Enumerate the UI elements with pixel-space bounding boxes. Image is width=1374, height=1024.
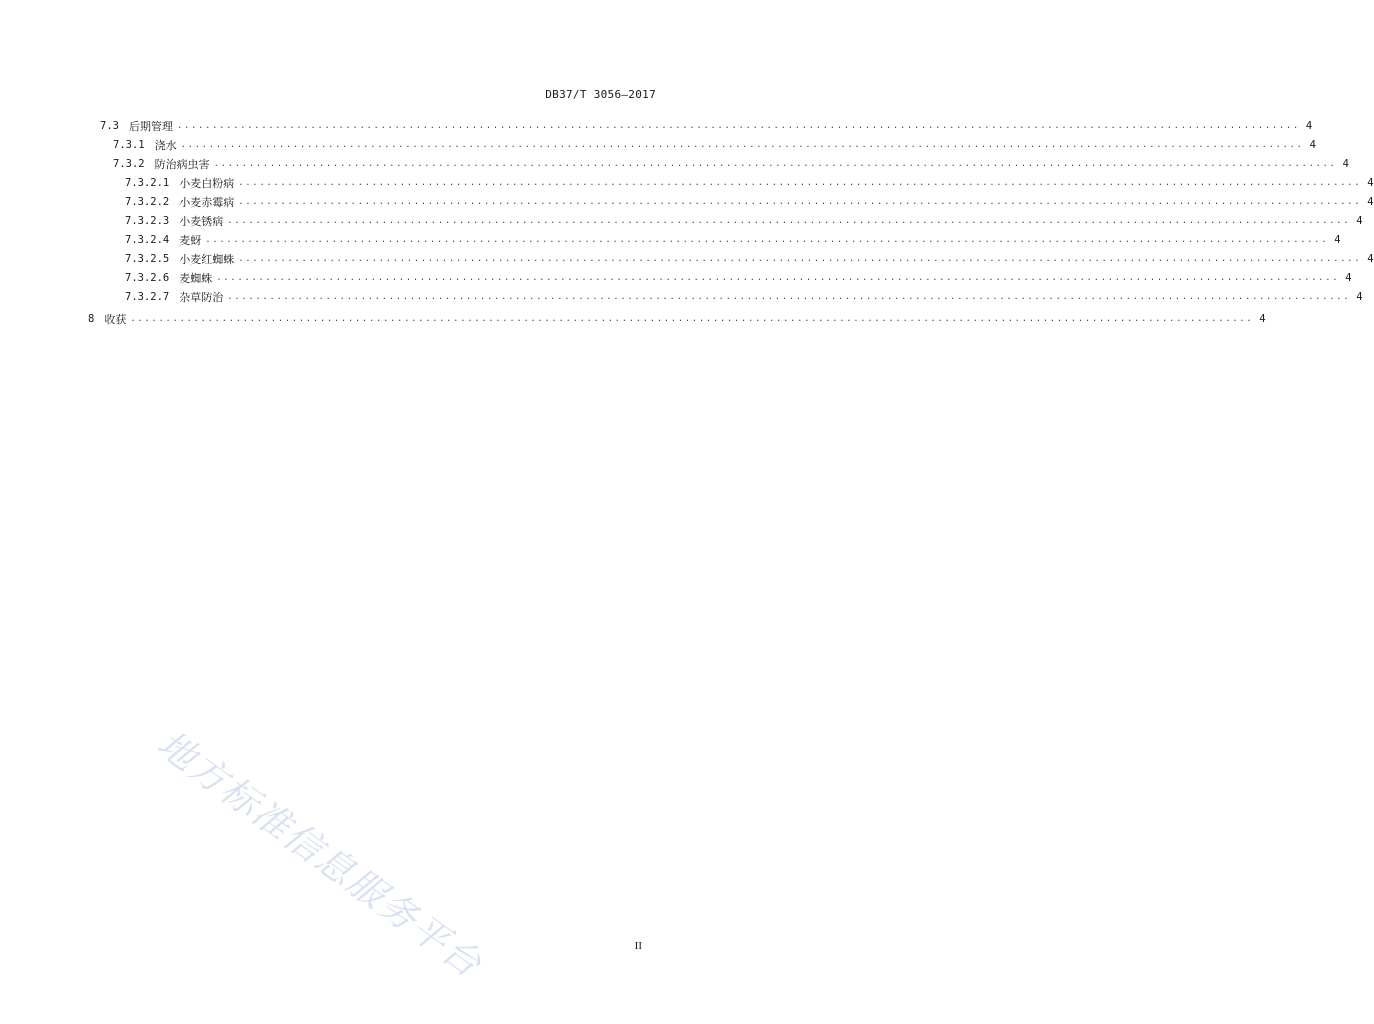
toc-entry-page: 4	[1367, 253, 1374, 265]
toc-entry-title: 麦蚜	[179, 234, 202, 247]
toc-entry-number: 7.3.2.3	[125, 215, 170, 227]
toc-leader-dots: ................................................................................................................................................................	[205, 235, 1329, 245]
toc-entry[interactable]	[125, 288, 1363, 307]
toc-entry-number: 7.3.2.7	[125, 291, 170, 303]
toc-entry-page: 4	[1356, 215, 1363, 227]
toc-entry-title: 浇水	[154, 139, 177, 152]
toc-entry[interactable]	[113, 136, 1316, 155]
toc-entry[interactable]	[125, 193, 1374, 212]
toc-entry-number: 7.3.2	[113, 158, 145, 170]
toc-entry-title: 收获	[104, 313, 127, 326]
toc-entry-page: 4	[1309, 139, 1316, 151]
toc-entry-page: 4	[1259, 313, 1266, 325]
toc-entry[interactable]	[125, 231, 1341, 250]
toc-leader-dots: ................................................................................................................................................................	[176, 121, 1300, 131]
toc-entry-page: 4	[1305, 120, 1313, 132]
toc-entry[interactable]	[125, 174, 1374, 193]
toc-entry-title: 杂草防治	[179, 291, 224, 304]
toc-entry-page: 4	[1367, 177, 1374, 189]
toc-entry-number: 7.3	[100, 120, 119, 132]
toc-entry-page: 4	[1356, 291, 1363, 303]
toc-entry-title: 麦蜘蛛	[179, 272, 213, 285]
toc-entry-number: 7.3.2.2	[125, 196, 170, 208]
toc-entry-number: 7.3.1	[113, 139, 145, 151]
toc-entry-page: 4	[1334, 234, 1341, 246]
toc-leader-dots: ................................................................................................................................................................	[130, 314, 1254, 324]
toc-leader-dots: ................................................................................................................................................................	[216, 273, 1340, 283]
toc-entry[interactable]	[113, 155, 1349, 174]
toc-leader-dots: ................................................................................................................................................................	[227, 292, 1351, 302]
toc-entry-number: 7.3.2.4	[125, 234, 170, 246]
toc-entry[interactable]	[88, 310, 1266, 329]
page-number: II	[634, 940, 642, 952]
toc-entry-page: 4	[1345, 272, 1352, 284]
watermark-text: 地方标准信息服务平台	[149, 722, 491, 987]
toc-entry[interactable]	[125, 212, 1363, 231]
toc-leader-dots: ................................................................................................................................................................	[238, 178, 1362, 188]
toc-entry-title: 小麦红蜘蛛	[179, 253, 235, 266]
toc-leader-dots: ................................................................................................................................................................	[238, 254, 1362, 264]
toc-entry-title: 后期管理	[128, 120, 173, 133]
toc-entry-page: 4	[1342, 158, 1349, 170]
toc-entry-title: 小麦赤霉病	[179, 196, 235, 209]
toc-entry-title: 防治病虫害	[154, 158, 210, 171]
standard-code: DB37/T 3056—2017	[545, 88, 656, 101]
toc-entry-number: 7.3.2.5	[125, 253, 170, 265]
toc-entry-number: 7.3.2.6	[125, 272, 170, 284]
toc-leader-dots: ................................................................................................................................................................	[238, 197, 1362, 207]
toc-entry-page: 4	[1367, 196, 1374, 208]
toc-leader-dots: ................................................................................................................................................................	[227, 216, 1351, 226]
toc-entry[interactable]	[125, 250, 1374, 269]
toc-entry[interactable]	[125, 269, 1352, 288]
toc-leader-dots: ................................................................................................................................................................	[213, 159, 1337, 169]
toc-entry-title: 小麦白粉病	[179, 177, 235, 190]
toc-entry-title: 小麦锈病	[179, 215, 224, 228]
toc-entry[interactable]	[100, 117, 1313, 136]
toc-entry-number: 7.3.2.1	[125, 177, 170, 189]
toc-entry-number: 8	[88, 313, 95, 325]
toc-leader-dots: ................................................................................................................................................................	[180, 140, 1304, 150]
